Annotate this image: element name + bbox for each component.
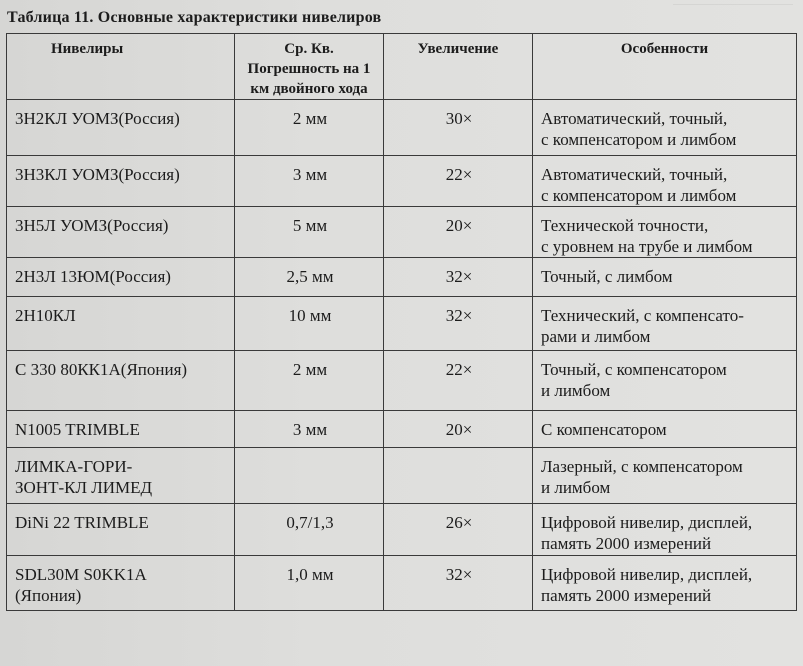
cell-magnification: 20× <box>384 207 533 258</box>
cell-features: С компенсатором <box>533 411 797 448</box>
cell-accuracy: 3 мм <box>235 411 384 448</box>
cell-accuracy: 5 мм <box>235 207 384 258</box>
table-row <box>7 297 797 351</box>
cell-features: Автоматический, точный, с компенсатором и лимбом <box>533 100 797 156</box>
cell-name: DiNi 22 TRIMBLE <box>7 504 235 556</box>
levels-table <box>6 33 797 611</box>
cell-magnification: 26× <box>384 504 533 556</box>
table-body <box>7 100 797 611</box>
cell-name: С 330 80КК1А(Япония) <box>7 351 235 411</box>
cell-features: Лазерный, с компенсатором и лимбом <box>533 448 797 504</box>
cell-magnification: 32× <box>384 556 533 611</box>
table-row <box>7 411 797 448</box>
table-row <box>7 156 797 207</box>
cell-name: 2Н3Л 13ЮМ(Россия) <box>7 258 235 297</box>
cell-magnification: 22× <box>384 156 533 207</box>
cell-accuracy: 1,0 мм <box>235 556 384 611</box>
table-row <box>7 448 797 504</box>
cell-accuracy: 0,7/1,3 <box>235 504 384 556</box>
cell-name: 3Н3КЛ УОМЗ(Россия) <box>7 156 235 207</box>
table-row <box>7 351 797 411</box>
cell-features: Цифровой нивелир, дисплей, память 2000 измерений <box>533 556 797 611</box>
cell-accuracy: 2 мм <box>235 100 384 156</box>
table-row <box>7 504 797 556</box>
cell-magnification: 30× <box>384 100 533 156</box>
cell-magnification: 20× <box>384 411 533 448</box>
header-magnification: Увеличение <box>384 34 533 100</box>
table-row <box>7 258 797 297</box>
cell-name: 2Н10КЛ <box>7 297 235 351</box>
cell-features: Цифровой нивелир, дисплей, память 2000 измерений <box>533 504 797 556</box>
cell-features: Автоматический, точный, с компенсатором и лимбом <box>533 156 797 207</box>
table-row <box>7 100 797 156</box>
cell-features: Точный, с компенсатором и лимбом <box>533 351 797 411</box>
cell-features: Технической точности, с уровнем на трубе и лимбом <box>533 207 797 258</box>
cell-name: SDL30M S0KK1A (Япония) <box>7 556 235 611</box>
cell-name: ЛИМКА-ГОРИ- ЗОНТ-КЛ ЛИМЕД <box>7 448 235 504</box>
header-features: Особенности <box>533 34 797 100</box>
header-row <box>7 34 797 100</box>
table-row <box>7 207 797 258</box>
cell-magnification: 32× <box>384 258 533 297</box>
cell-accuracy: 2,5 мм <box>235 258 384 297</box>
cell-name: 3Н5Л УОМЗ(Россия) <box>7 207 235 258</box>
header-accuracy: Ср. Кв. Погрешность на 1 км двойного хода <box>235 34 384 100</box>
cell-accuracy: 3 мм <box>235 156 384 207</box>
cell-name: N1005 TRIMBLE <box>7 411 235 448</box>
table-header <box>7 34 797 100</box>
cell-accuracy <box>235 448 384 504</box>
cell-accuracy: 10 мм <box>235 297 384 351</box>
cell-name: 3Н2КЛ УОМЗ(Россия) <box>7 100 235 156</box>
cell-accuracy: 2 мм <box>235 351 384 411</box>
cell-magnification <box>384 448 533 504</box>
table-row <box>7 556 797 611</box>
table-caption: Таблица 11. Основные характеристики нивелиров <box>7 9 382 26</box>
cell-magnification: 32× <box>384 297 533 351</box>
cell-magnification: 22× <box>384 351 533 411</box>
cell-features: Точный, с лимбом <box>533 258 797 297</box>
cell-features: Технический, с компенсато- рами и лимбом <box>533 297 797 351</box>
header-name: Нивелиры <box>7 34 235 100</box>
